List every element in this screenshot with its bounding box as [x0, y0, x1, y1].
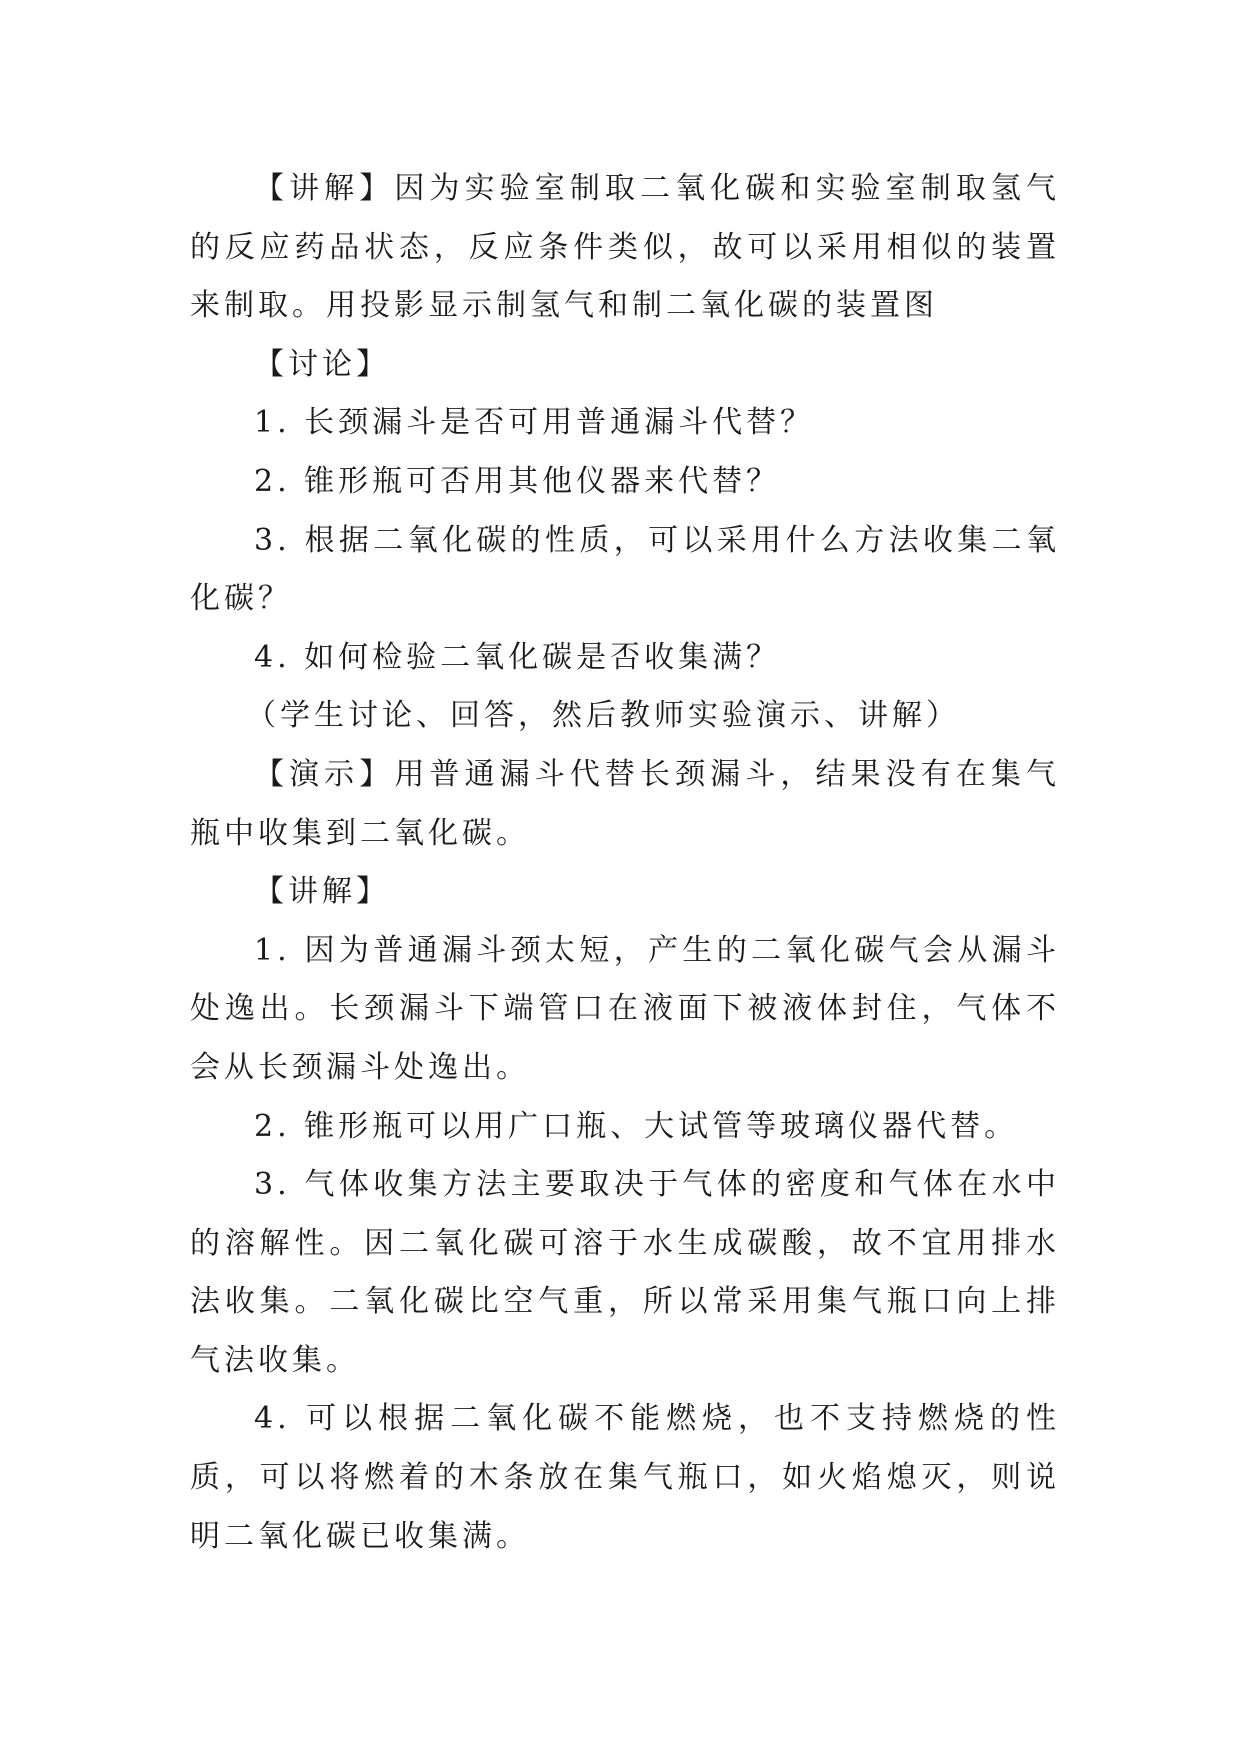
- paragraph-discussion-question-3: 3. 根据二氧化碳的性质，可以采用什么方法收集二氧化碳？: [190, 522, 1060, 617]
- paragraph-demonstration: 【演示】用普通漏斗代替长颈漏斗，结果没有在集气瓶中收集到二氧化碳。: [190, 756, 1060, 851]
- paragraph-explanation-4: 4. 可以根据二氧化碳不能燃烧，也不支持燃烧的性质，可以将燃着的木条放在集气瓶口，如火焰熄灭，则说明二氧化碳已收集满。: [190, 1401, 1060, 1554]
- paragraph-discussion-question-4: 4. 如何检验二氧化碳是否收集满？: [254, 639, 781, 675]
- paragraph-discussion-question-2: 2. 锥形瓶可否用其他仪器来代替？: [254, 463, 781, 499]
- paragraph-explanation-2: 2. 锥形瓶可以用广口瓶、大试管等玻璃仪器代替。: [254, 1108, 1019, 1144]
- paragraph-discussion-heading: 【讨论】: [254, 346, 390, 382]
- paragraph-explanation-3: 3. 气体收集方法主要取决于气体的密度和气体在水中的溶解性。因二氧化碳可溶于水生成碳酸，故不宜用排水法收集。二氧化碳比空气重，所以常采用集气瓶口向上排气法收集。: [190, 1167, 1060, 1378]
- paragraph-explanation-intro: 【讲解】因为实验室制取二氧化碳和实验室制取氢气的反应药品状态，反应条件类似，故可以采用相似的装置来制取。用投影显示制氢气和制二氧化碳的装置图: [190, 171, 1060, 324]
- paragraph-explanation-heading: 【讲解】: [254, 874, 390, 910]
- paragraph-discussion-question-1: 1. 长颈漏斗是否可用普通漏斗代替？: [254, 405, 815, 441]
- paragraph-discussion-note: （学生讨论、回答，然后教师实验演示、讲解）: [246, 698, 960, 734]
- paragraph-explanation-1: 1. 因为普通漏斗颈太短，产生的二氧化碳气会从漏斗处逸出。长颈漏斗下端管口在液面下被液体封住，气体不会从长颈漏斗处逸出。: [190, 932, 1060, 1085]
- document-body: [190, 160, 1060, 1566]
